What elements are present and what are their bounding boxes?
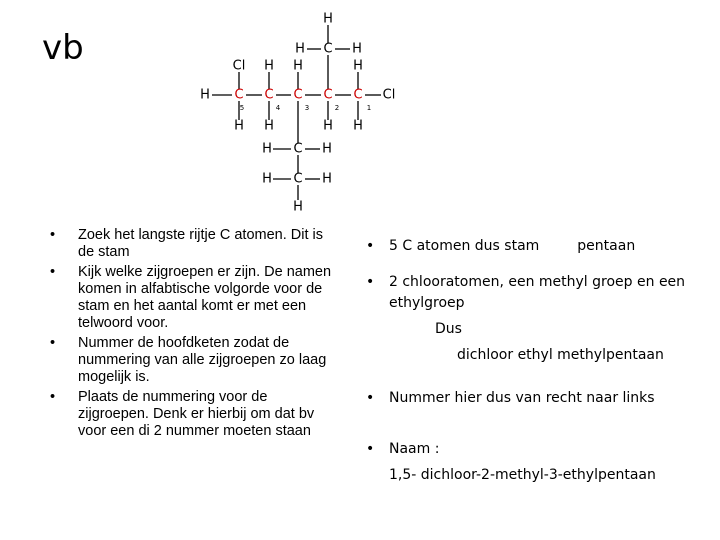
bullet-icon: • bbox=[50, 227, 56, 243]
chlorine-atom: Cl bbox=[382, 87, 396, 103]
answer-text: 2 chlooratomen, een methyl groep en een ethylgroep bbox=[389, 274, 686, 311]
stem-name: pentaan bbox=[577, 238, 636, 254]
answer-item bbox=[366, 388, 689, 439]
hydrogen-atom: H bbox=[322, 171, 332, 187]
methyl-carbon: C bbox=[323, 41, 333, 57]
hydrogen-atom: H bbox=[293, 58, 303, 74]
ethyl-carbon: C bbox=[293, 141, 303, 157]
bullet-icon: • bbox=[366, 390, 375, 406]
hydrogen-atom: H bbox=[262, 141, 272, 157]
conclusion-label: Dus bbox=[435, 321, 462, 337]
bullet-icon: • bbox=[366, 441, 375, 457]
slide-title: vb bbox=[42, 28, 84, 68]
hydrogen-atom: H bbox=[262, 171, 272, 187]
bullet-icon: • bbox=[366, 238, 375, 254]
answer-item bbox=[366, 272, 689, 388]
hydrogen-atom: H bbox=[323, 11, 333, 27]
hydrogen-atom: H bbox=[200, 87, 210, 103]
chain-carbon: C bbox=[293, 87, 303, 103]
answer-text: 5 C atomen dus stam bbox=[389, 238, 540, 254]
hydrogen-atom: H bbox=[264, 58, 274, 74]
step-item bbox=[50, 264, 340, 332]
answer-item bbox=[366, 236, 689, 272]
chain-carbon: C bbox=[323, 87, 333, 103]
chain-number: 2 bbox=[334, 104, 340, 112]
answer-item bbox=[366, 439, 689, 486]
chain-number: 5 bbox=[239, 104, 245, 112]
bullet-icon: • bbox=[50, 335, 56, 351]
step-item bbox=[50, 227, 340, 261]
intermediate-name: dichloor ethyl methylpentaan bbox=[457, 347, 664, 363]
bullet-icon: • bbox=[366, 274, 375, 290]
answers-list bbox=[366, 236, 689, 486]
hydrogen-atom: H bbox=[295, 41, 305, 57]
chain-carbon: C bbox=[264, 87, 274, 103]
ethyl-carbon: C bbox=[293, 171, 303, 187]
chain-carbon: C bbox=[234, 87, 244, 103]
hydrogen-atom: H bbox=[353, 58, 363, 74]
chain-number: 4 bbox=[275, 104, 281, 112]
hydrogen-atom: H bbox=[322, 141, 332, 157]
step-text: Kijk welke zijgroepen er zijn. De namen komen in alfabtische volgorde voor de stam en het aantal komt er met een telwoord voor. bbox=[78, 264, 332, 331]
step-text: Nummer de hoofdketen zodat de nummering van alle zijgroepen zo laag mogelijk is. bbox=[78, 335, 327, 385]
bullet-icon: • bbox=[50, 264, 56, 280]
chain-number: 3 bbox=[304, 104, 310, 112]
structural-formula-diagram bbox=[195, 5, 410, 220]
hydrogen-atom: H bbox=[234, 118, 244, 134]
name-label: Naam : bbox=[389, 441, 440, 457]
step-text: Plaats de nummering voor de zijgroepen. Denk er hierbij om dat bv voor een di 2 nummer moeten staan bbox=[78, 389, 315, 439]
step-text: Zoek het langste rijtje C atomen. Dit is de stam bbox=[78, 227, 323, 260]
steps-list bbox=[50, 227, 340, 443]
bullet-icon: • bbox=[50, 389, 56, 405]
final-name: 1,5- dichloor-2-methyl-3-ethylpentaan bbox=[389, 467, 656, 483]
hydrogen-atom: H bbox=[293, 199, 303, 215]
hydrogen-atom: H bbox=[352, 41, 362, 57]
answer-text: Nummer hier dus van recht naar links bbox=[389, 390, 655, 406]
chlorine-atom: Cl bbox=[232, 58, 246, 74]
hydrogen-atom: H bbox=[353, 118, 363, 134]
step-item bbox=[50, 389, 340, 440]
hydrogen-atom: H bbox=[264, 118, 274, 134]
chain-number: 1 bbox=[366, 104, 372, 112]
step-item bbox=[50, 335, 340, 386]
hydrogen-atom: H bbox=[323, 118, 333, 134]
chain-carbon: C bbox=[353, 87, 363, 103]
